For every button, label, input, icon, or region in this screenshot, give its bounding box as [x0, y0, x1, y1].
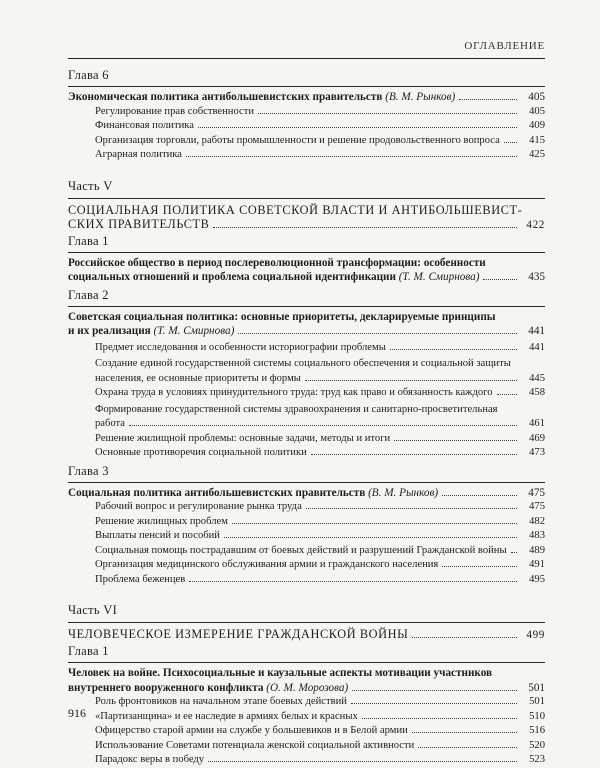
dot-leader [511, 552, 517, 553]
chapter-label: Глава 3 [68, 463, 109, 478]
toc-section-entry[interactable] [68, 500, 545, 515]
page-ref: 499 [526, 629, 545, 641]
page-ref: 415 [529, 134, 545, 146]
dot-leader [418, 747, 517, 748]
chapter-label: Глава 2 [68, 287, 109, 302]
toc-section-entry[interactable] [68, 105, 545, 120]
dot-leader [186, 156, 517, 157]
toc-section-entry[interactable] [68, 573, 545, 588]
toc-section-entry[interactable] [68, 148, 545, 163]
toc-section-entry[interactable] [68, 515, 545, 530]
page-ref: 435 [528, 271, 545, 283]
page-ref: 458 [529, 387, 545, 398]
section-title: Использование Советами потенциала женской социальной активности [95, 739, 415, 751]
chapter-title: Экономическая политика антибольшевистских правительств [68, 91, 383, 103]
dot-leader [238, 333, 517, 334]
dot-leader [129, 425, 517, 426]
dot-leader [306, 508, 517, 509]
part-title-line: СОЦИАЛЬНАЯ ПОЛИТИКА СОВЕТСКОЙ ВЛАСТИ И АНТИБОЛЬШЕВИСТ- [68, 202, 523, 217]
page-number: 916 [68, 706, 86, 720]
section-title: Офицерство старой армии на службе у большевиков и в Белой армии [95, 725, 408, 736]
toc-section-entry[interactable] [68, 724, 545, 739]
chapter-title-line: социальных отношений и проблема социальной идентификации [68, 271, 396, 283]
dot-leader [213, 227, 517, 228]
toc-section-entry[interactable] [68, 753, 545, 768]
part-label: Часть V [68, 178, 113, 193]
toc-section-entry[interactable] [68, 529, 545, 544]
toc-content [68, 64, 545, 768]
dot-leader [483, 279, 517, 280]
chapter-rule [68, 662, 545, 663]
dot-leader [362, 718, 517, 719]
page-ref: 473 [529, 447, 545, 458]
toc-chapter-entry[interactable] [68, 681, 545, 696]
chapter-rule [68, 482, 545, 483]
part-title-line: СКИХ ПРАВИТЕЛЬСТВ [68, 216, 210, 231]
chapter-label: Глава 1 [68, 644, 109, 658]
chapter-author: (О. М. Морозова) [266, 681, 349, 694]
dot-leader [351, 703, 517, 704]
section-title: Решение жилищных проблем [95, 515, 228, 527]
section-title: Решение жилищной проблемы: основные задачи, методы и итоги [95, 432, 391, 444]
section-title: Организация торговли, работы промышленности и решение продовольственного вопроса [95, 134, 500, 146]
toc-chapter-entry[interactable] [68, 90, 545, 105]
toc-part-entry[interactable] [68, 217, 545, 232]
section-title: Социальная помощь пострадавшим от боевых действий и разрушений Гражданской войны [95, 544, 507, 556]
dot-leader [442, 495, 517, 496]
chapter-rule [68, 86, 545, 87]
section-title: «Партизанщина» и ее наследие в армиях белых и красных [95, 710, 358, 722]
section-title: Организация медицинского обслуживания армии и гражданского населения [95, 559, 439, 570]
chapter-title-line: Советская социальная политика: основные приоритеты, декларируемые принципы [68, 310, 496, 323]
dot-leader [224, 537, 517, 538]
page-ref: 489 [529, 544, 545, 556]
toc-section-entry[interactable] [68, 341, 545, 356]
section-title: Парадокс веры в победу [95, 754, 205, 765]
dot-leader [311, 454, 517, 455]
toc-section-entry[interactable] [68, 119, 545, 134]
section-title: Основные противоречия социальной политики [95, 447, 307, 458]
section-title: Выплаты пенсий и пособий [95, 530, 220, 541]
section-title: Регулирование прав собственности [95, 105, 255, 117]
chapter-rule [68, 306, 545, 307]
chapter-author: (Т. М. Смирнова) [153, 325, 235, 337]
page-ref: 520 [529, 739, 545, 751]
toc-section-entry[interactable] [68, 386, 545, 401]
dot-leader [352, 690, 517, 691]
page-ref: 523 [529, 754, 545, 765]
dot-leader [442, 566, 517, 567]
page-ref: 422 [526, 218, 545, 231]
toc-section-entry[interactable] [68, 432, 545, 447]
chapter-title-line: Российское общество в период послереволюционной трансформации: особенности [68, 256, 486, 269]
toc-chapter-entry[interactable] [68, 486, 545, 501]
page-ref: 425 [529, 149, 545, 160]
section-title-line: работа [95, 418, 126, 429]
page-ref: 495 [529, 573, 545, 585]
toc-section-entry[interactable] [68, 710, 545, 725]
section-title-line: Формирование государственной системы здравоохранения и санитарно-просветительная [95, 403, 498, 415]
dot-leader [232, 523, 517, 524]
page-ref: 461 [529, 418, 545, 429]
chapter-title-line: внутреннего вооруженного конфликта [68, 681, 264, 694]
toc-section-entry[interactable] [68, 544, 545, 559]
dot-leader [412, 732, 517, 733]
page-ref: 405 [529, 105, 545, 117]
chapter-label: Глава 1 [68, 233, 109, 248]
section-title-line: населения, ее основные приоритеты и формы [95, 372, 301, 384]
page-ref: 510 [529, 710, 545, 722]
toc-chapter-entry[interactable] [68, 324, 545, 339]
page-ref: 441 [528, 325, 545, 337]
header-rule [68, 58, 545, 59]
chapter-label: Глава 6 [68, 68, 109, 82]
toc-section-entry[interactable] [68, 134, 545, 149]
page-ref: 405 [528, 91, 545, 103]
running-header: ОГЛАВЛЕНИЕ [464, 40, 545, 52]
dot-leader [394, 440, 517, 441]
page-ref: 501 [529, 696, 545, 707]
chapter-rule [68, 252, 545, 253]
dot-leader [390, 349, 517, 350]
chapter-author: (В. М. Рынков) [385, 91, 456, 103]
toc-section-entry[interactable] [68, 417, 545, 432]
page-ref: 501 [528, 681, 545, 694]
dot-leader [258, 113, 517, 114]
page-ref: 491 [529, 559, 545, 570]
toc-section-entry[interactable] [68, 446, 545, 461]
section-title: Охрана труда в условиях принудительного труда: труд как право и обязанность каждого [95, 387, 493, 398]
section-title: Роль фронтовиков на начальном этапе боевых действий [95, 696, 347, 707]
chapter-title: Социальная политика антибольшевистских правительств [68, 486, 366, 499]
page-ref: 441 [529, 341, 545, 353]
section-title: Проблема беженцев [95, 573, 186, 585]
section-title-line: Создание единой государственной системы социального обеспечения и социальной защиты [95, 358, 511, 369]
page-ref: 469 [529, 432, 545, 444]
section-title: Рабочий вопрос и регулирование рынка труда [95, 501, 302, 512]
page-ref: 409 [529, 120, 545, 131]
part-title: ЧЕЛОВЕЧЕСКОЕ ИЗМЕРЕНИЕ ГРАЖДАНСКОЙ ВОЙНЫ [68, 627, 409, 641]
section-title: Аграрная политика [95, 149, 182, 160]
dot-leader [412, 637, 517, 638]
toc-section-entry[interactable] [68, 372, 545, 387]
dot-leader [504, 142, 517, 143]
section-title: Предмет исследования и особенности историографии проблемы [95, 341, 386, 353]
part-label: Часть VI [68, 603, 118, 617]
toc-section-entry[interactable] [68, 695, 545, 710]
part-rule [68, 198, 545, 199]
part-rule [68, 622, 545, 623]
chapter-title-line: Человек на войне. Психосоциальные и каузальные аспекты мотивации участников [68, 667, 493, 679]
chapter-author: (В. М. Рынков) [368, 486, 439, 499]
page-ref: 445 [529, 372, 545, 384]
page-ref: 516 [529, 725, 545, 736]
chapter-author: (Т. М. Смирнова) [398, 271, 480, 283]
page-ref: 483 [529, 530, 545, 541]
dot-leader [497, 394, 517, 395]
toc-part-entry[interactable] [68, 627, 545, 642]
chapter-title-line: и их реализация [68, 325, 151, 337]
section-title: Финансовая политика [95, 120, 194, 131]
toc-section-entry[interactable] [68, 558, 545, 573]
dot-leader [305, 380, 517, 381]
toc-chapter-entry[interactable] [68, 270, 545, 285]
dot-leader [198, 127, 517, 128]
page-ref: 475 [529, 501, 545, 512]
page-ref: 475 [528, 486, 545, 499]
dot-leader [459, 99, 517, 100]
toc-section-entry[interactable] [68, 739, 545, 754]
dot-leader [208, 761, 517, 762]
page-ref: 482 [529, 515, 545, 527]
dot-leader [189, 581, 517, 582]
